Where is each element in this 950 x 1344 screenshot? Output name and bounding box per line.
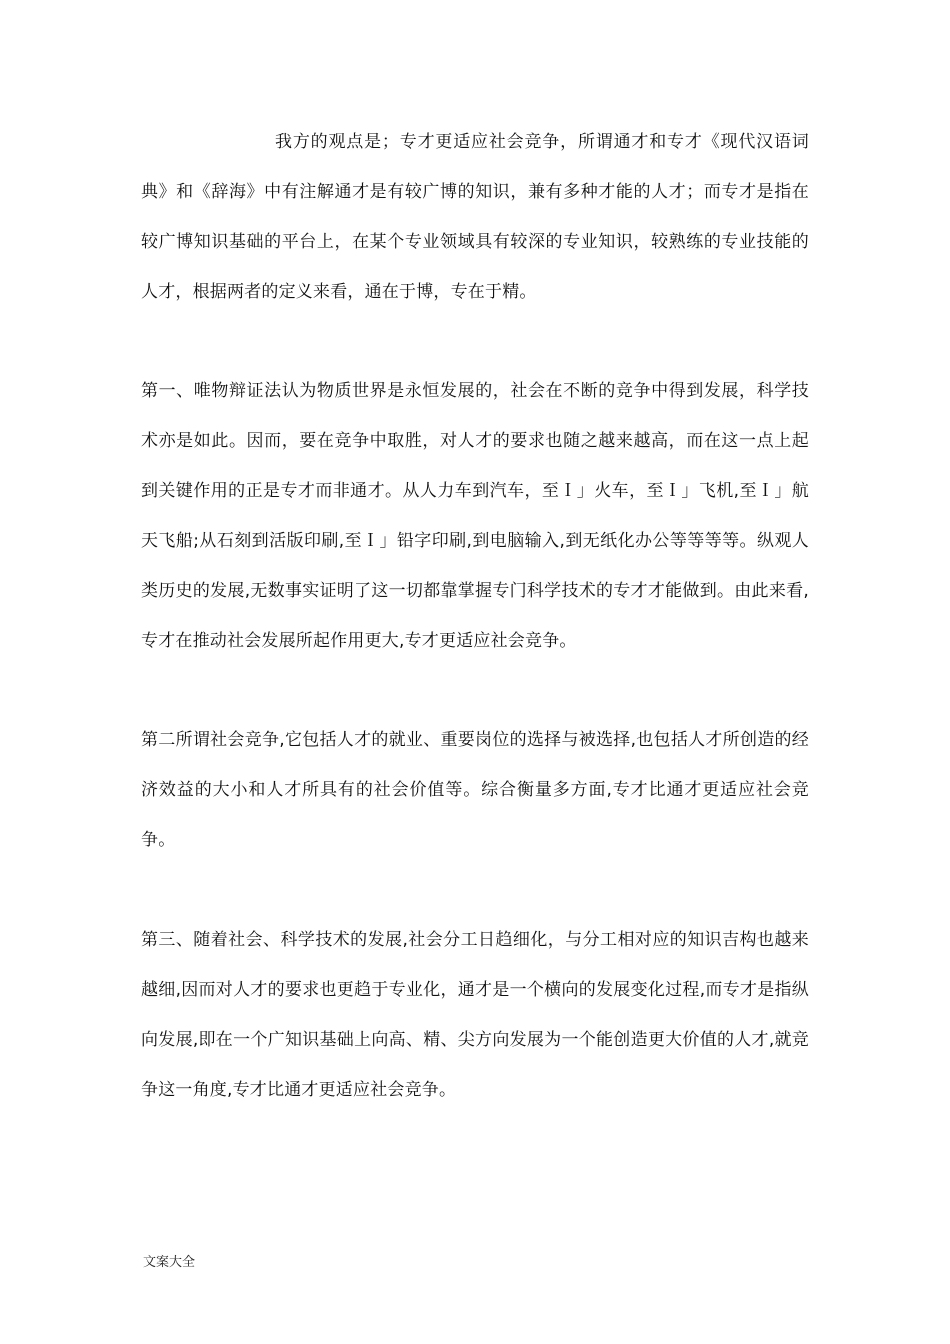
paragraph-intro: 我方的观点是；专才更适应社会竞争，所谓通才和专才《现代汉语词典》和《辞海》中有注解通才是有较广博的知识，兼有多种才能的人才；而专才是指在较广博知识基础的平台上，在某个专业领域具有较深的专业知识，较熟练的专业技能的人才，根据两者的定义来看，通在于博，专在于精。 — [141, 132, 809, 302]
paragraph-second-argument: 第二所谓社会竞争,它包括人才的就业、重要岗位的选择与被选择,也包括人才所创造的经济效益的大小和人才所具有的社会价值等。综合衡量多方面,专才比通才更适应社会竞争。 — [141, 730, 809, 850]
page-footer: 文案大全 — [143, 1255, 196, 1270]
paragraph-third-argument: 第三、随着社会、科学技术的发展,社会分工日趋细化，与分工相对应的知识吉构也越来越细,因而对人才的要求也更趋于专业化，通才是一个横向的发展变化过程,而专才是指纵向发展,即在一个广知识基础上向高、精、尖方向发展为一个能创造更大价值的人才,就竞争这一角度,专才比通才更适应社会竞争。 — [141, 930, 809, 1100]
paragraph-first-argument: 第一、唯物辩证法认为物质世界是永恒发展的，社会在不断的竞争中得到发展，科学技术亦是如此。因而，要在竞争中取胜，对人才的要求也随之越来越高，而在这一点上起到关键作用的正是专才而非通才。从人力车到汽车，至Ｉ」火车，至Ｉ」飞机,至Ｉ」航天飞船;从石刻到活版印刷,至Ｉ」铅字印刷,到电脑输入,到无纸化办公等等等等。纵观人类历史的发展,无数事实证明了这一切都靠掌握专门科学技术的专才才能做到。由此来看,专才在推动社会发展所起作用更大,专才更适应社会竞争。 — [141, 381, 809, 651]
